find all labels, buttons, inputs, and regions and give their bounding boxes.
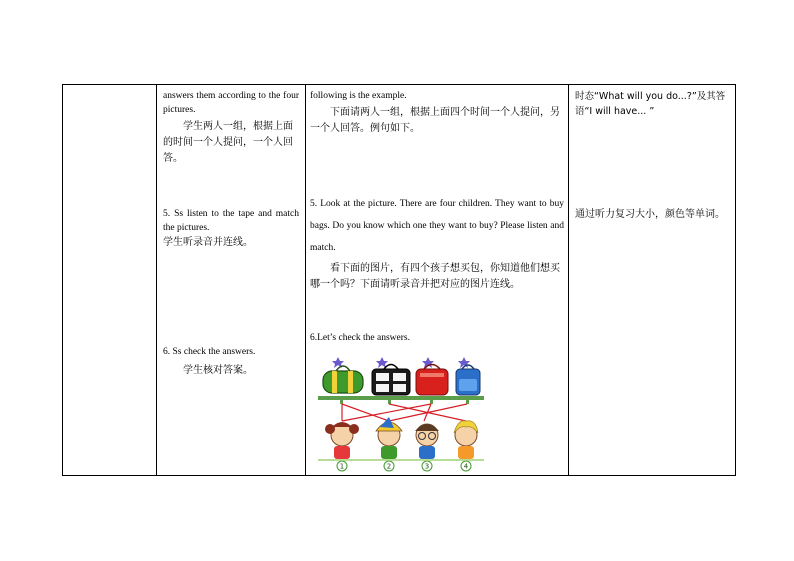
- number-label-3: 3: [424, 462, 430, 471]
- green-bag: [323, 366, 363, 393]
- number-label-1: 1: [339, 462, 345, 471]
- teacher-activity-cell: [306, 85, 568, 475]
- child-4: [454, 421, 478, 459]
- student-text-zh-2: 学生听录音并连线。: [163, 237, 253, 248]
- teacher-block-2: [306, 193, 568, 293]
- child-1: [325, 422, 359, 459]
- student-block-3: [157, 345, 305, 379]
- number-label-2: 2: [386, 462, 392, 471]
- teacher-text-en-3: 6.Let’s check the answers.: [310, 333, 410, 343]
- column-1-cell: [63, 85, 156, 475]
- child-2: [376, 417, 402, 459]
- shelf: [318, 396, 484, 400]
- teacher-block-1: [306, 89, 568, 137]
- sparkle-icons: [332, 357, 470, 368]
- student-text-en-1: answers them according to the four pictures.: [163, 91, 299, 115]
- student-block-2: [157, 207, 305, 251]
- student-text-zh-3: 学生核对答案。: [183, 365, 253, 376]
- teacher-text-en-1: following is the example.: [310, 91, 407, 101]
- teacher-text-zh-1: 下面请两人一组，根据上面四个时间一个人提问，另一个人回答。例句如下。: [310, 107, 560, 134]
- purpose-block-1: [569, 89, 735, 119]
- lesson-table: [62, 84, 736, 476]
- student-text-en-3: 6. Ss check the answers.: [163, 347, 256, 357]
- student-activity-cell: [157, 85, 305, 475]
- student-text-zh-1: 学生两人一组，根据上面的时间一个人提问，一个人回答。: [163, 121, 293, 164]
- teacher-text-zh-2: 看下面的图片，有四个孩子想买包，你知道他们想买哪一个吗？下面请听录音并把对应的图片连线。: [310, 263, 560, 290]
- black-bag: [372, 365, 410, 396]
- purpose-text-2: 通过听力复习大小，颜色等单词。: [575, 209, 725, 220]
- number-label-4: 4: [463, 462, 469, 471]
- match-lines: [342, 404, 467, 421]
- purpose-text-1: 时态“What will you do...?”及其答语“I will have... ”: [575, 91, 726, 117]
- purpose-block-2: [569, 207, 735, 223]
- teacher-text-en-2: 5. Look at the picture. There are four children. They want to buy bags. Do you know which one they want to buy? Please listen and match.: [310, 199, 564, 253]
- student-block-1: [157, 89, 305, 167]
- teacher-block-3: [306, 331, 568, 345]
- red-bag: [416, 365, 448, 396]
- bags-children-illustration: [314, 355, 489, 473]
- child-3: [415, 424, 439, 459]
- purpose-cell: [569, 85, 735, 475]
- student-text-en-2: 5. Ss listen to the tape and match the pictures.: [163, 209, 299, 233]
- blue-bag: [456, 365, 480, 395]
